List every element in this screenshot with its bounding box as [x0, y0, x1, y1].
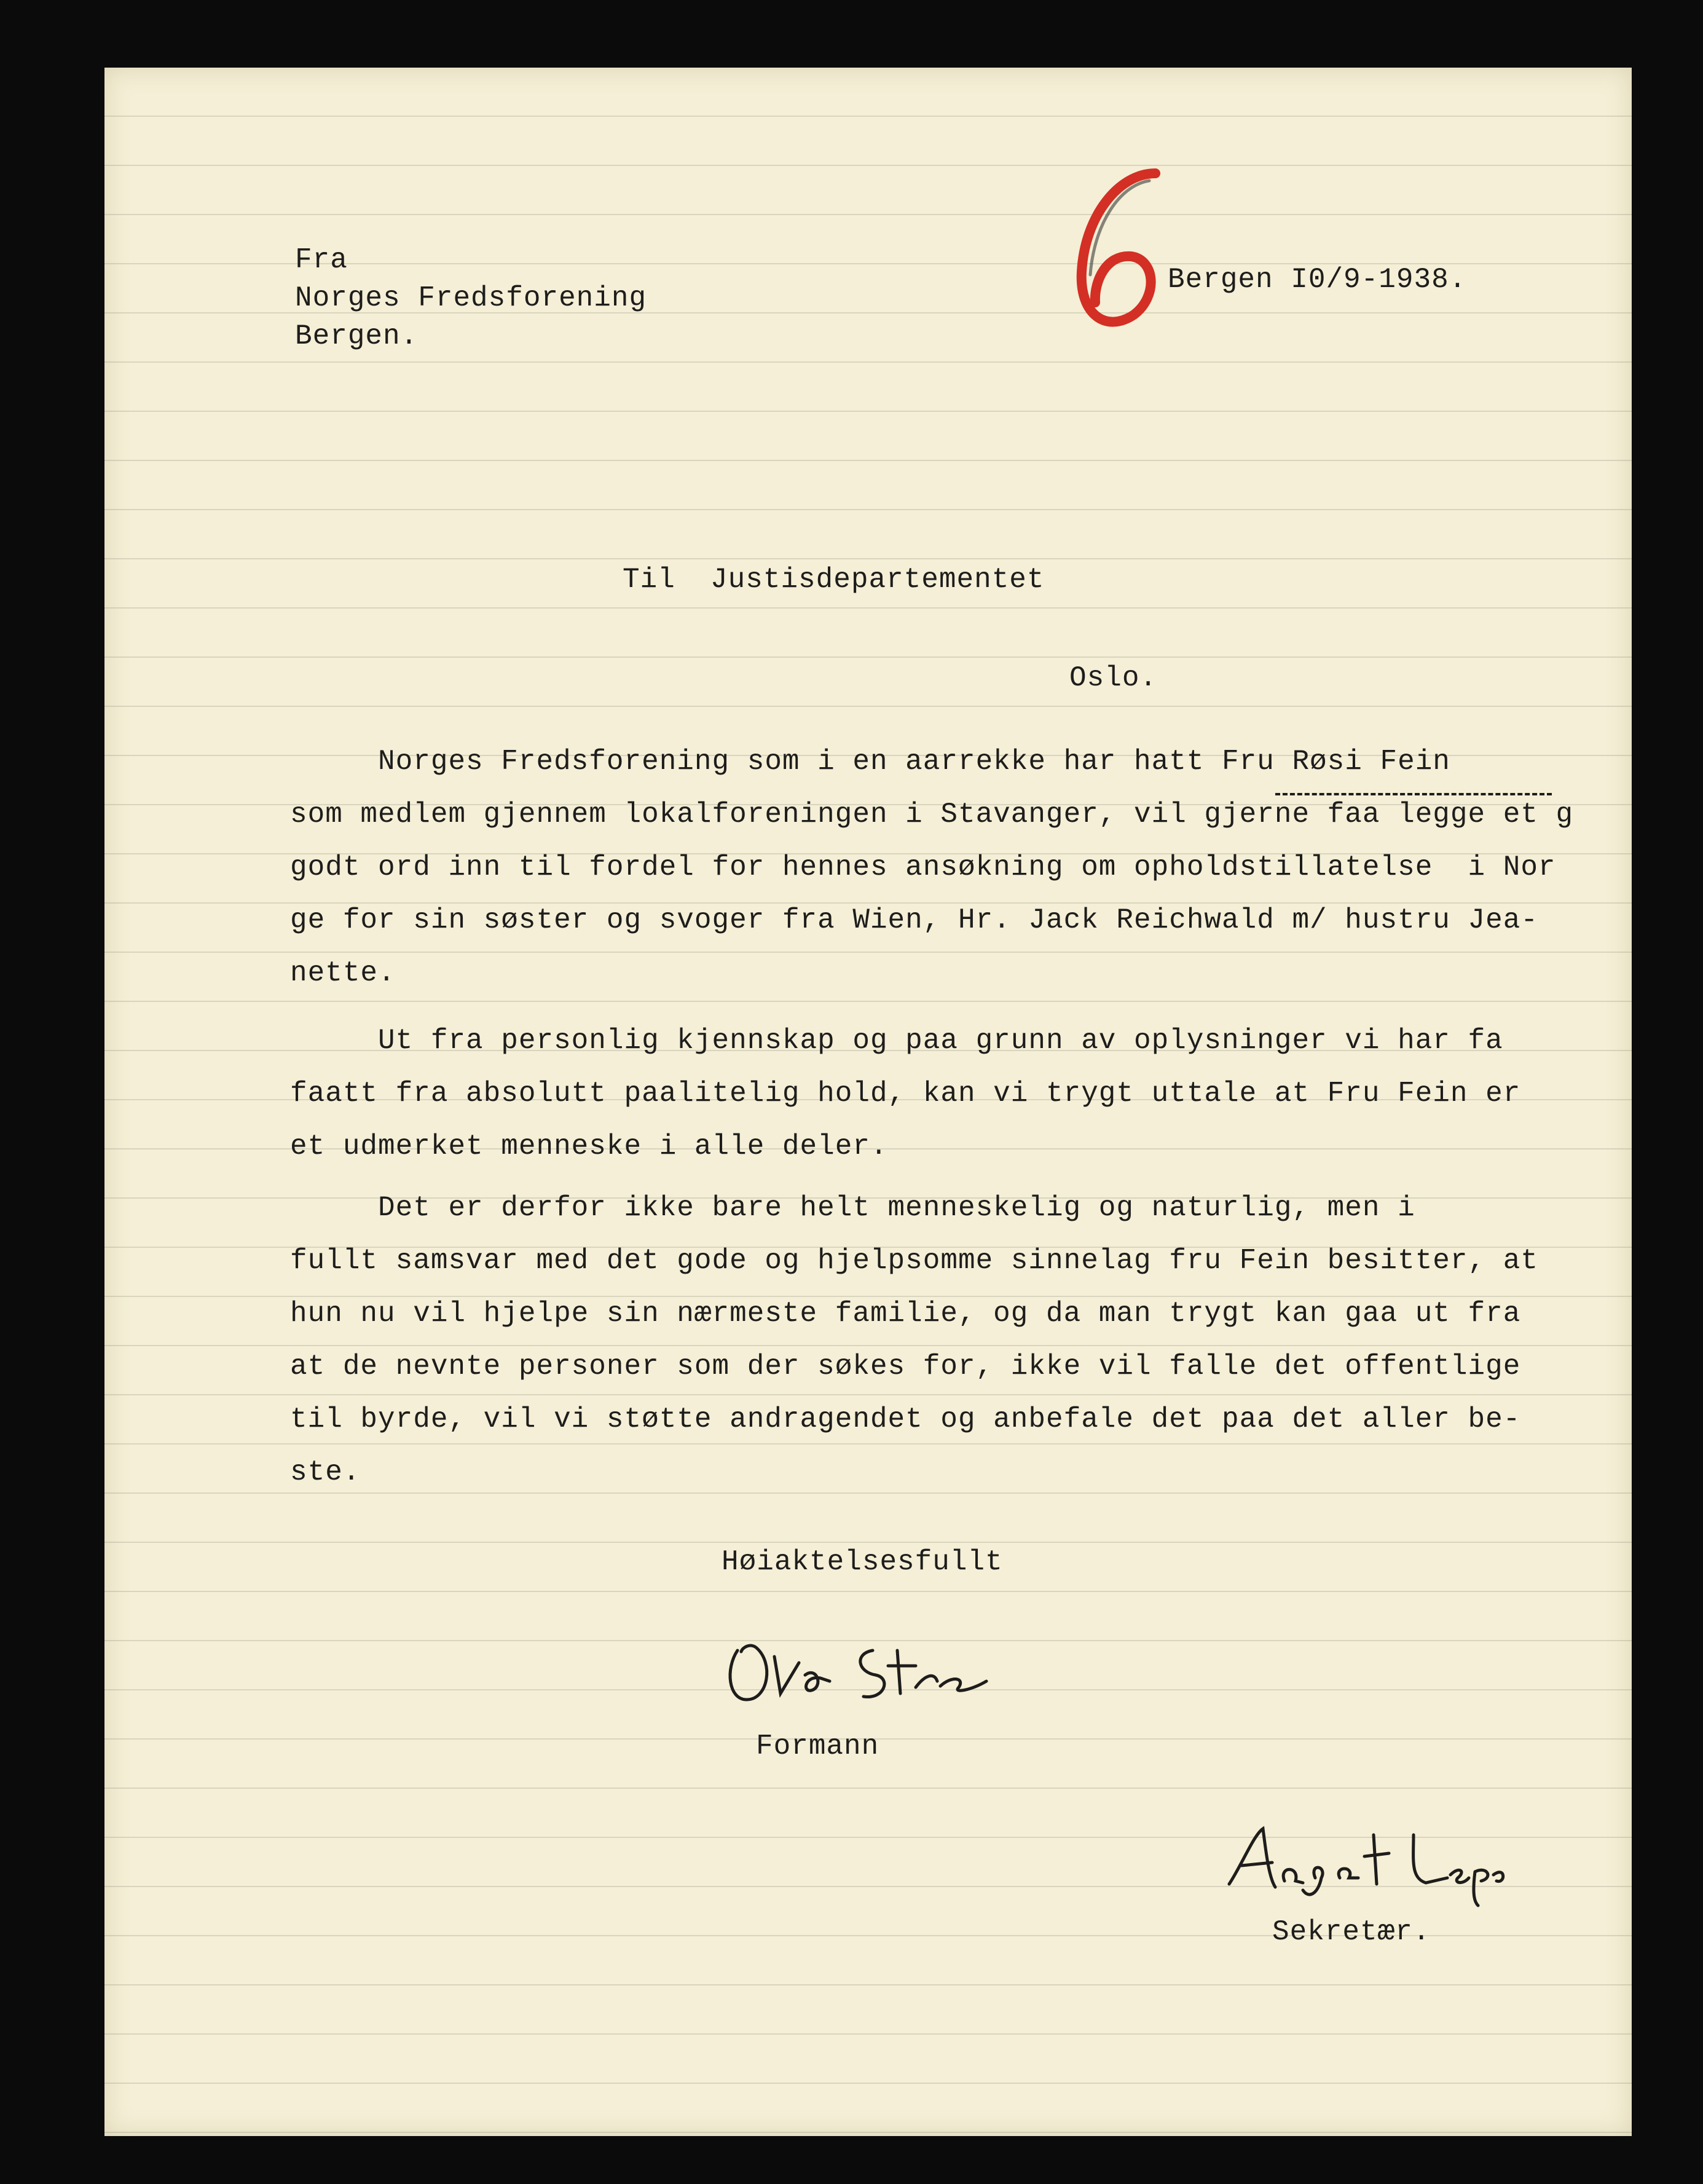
body-line: fullt samsvar med det gode og hjelpsomme sinnelag fru Fein besitter, at — [290, 1245, 1538, 1277]
secretary-title: Sekretær. — [1272, 1916, 1431, 1948]
body-line: Ut fra personlig kjennskap og paa grunn av oplysninger vi har fa — [290, 1025, 1503, 1057]
signature-line — [1275, 793, 1552, 795]
body-line: at de nevnte personer som der søkes for, ikke vil falle det offentlige — [290, 1350, 1521, 1382]
body-line: som medlem gjennem lokalforeningen i Stavanger, vil gjerne faa legge et g — [290, 798, 1574, 830]
red-page-number-mark — [1026, 149, 1223, 358]
sender-organization: Norges Fredsforening — [295, 282, 647, 314]
recipient-city: Oslo. — [1069, 662, 1158, 694]
body-line: Det er derfor ikke bare helt menneskelig og naturlig, men i — [290, 1192, 1415, 1224]
secretary-signature — [1217, 1816, 1512, 1909]
body-line: et udmerket menneske i alle deler. — [290, 1130, 888, 1162]
date-line: Bergen I0/9-1938. — [1168, 264, 1467, 296]
body-line: godt ord inn til fordel for hennes ansøkning om opholdstillatelse i Nor — [290, 851, 1556, 883]
body-line: ge for sin søster og svoger fra Wien, Hr. Jack Reichwald m/ hustru Jea- — [290, 904, 1538, 936]
body-line: hun nu vil hjelpe sin nærmeste familie, og da man trygt kan gaa ut fra — [290, 1298, 1521, 1330]
recipient-line: Til Justisdepartementet — [623, 564, 1045, 596]
letter-page — [104, 68, 1632, 2136]
sender-from-label: Fra — [295, 244, 348, 276]
sender-city: Bergen. — [295, 320, 419, 352]
chair-title: Formann — [756, 1730, 879, 1762]
chair-signature — [713, 1614, 1008, 1724]
body-line: til byrde, vil vi støtte andragendet og anbefale det paa det aller be- — [290, 1403, 1521, 1435]
closing-phrase: Høiaktelsesfullt — [722, 1546, 1003, 1578]
body-line: Norges Fredsforening som i en aarrekke har hatt Fru Røsi Fein — [290, 746, 1450, 778]
body-line: faatt fra absolutt paalitelig hold, kan vi trygt uttale at Fru Fein er — [290, 1078, 1521, 1110]
body-line: nette. — [290, 957, 396, 989]
body-line: ste. — [290, 1456, 361, 1488]
